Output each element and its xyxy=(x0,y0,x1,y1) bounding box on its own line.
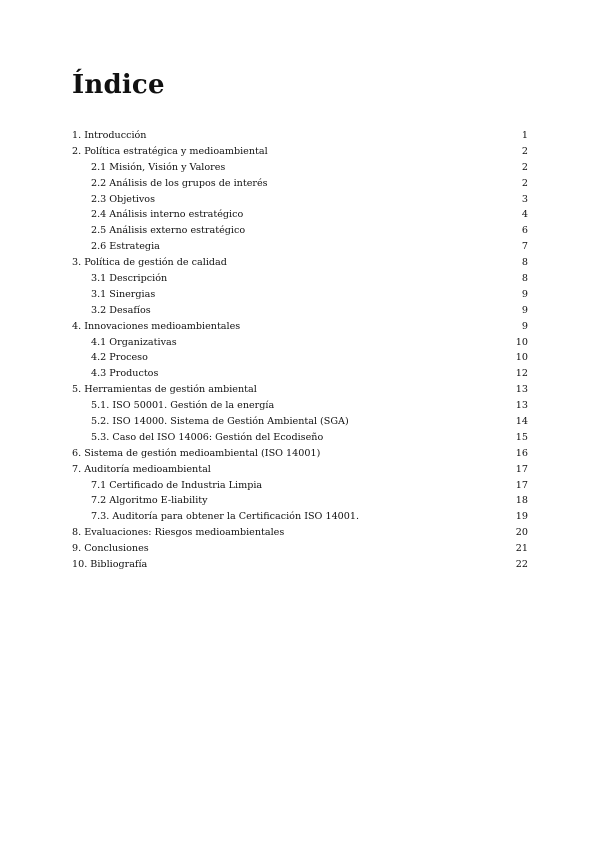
toc-entry[interactable] xyxy=(72,192,528,208)
toc-entry-label: 2.4 Análisis interno estratégico xyxy=(91,209,244,221)
toc-entry-page-number: 21 xyxy=(515,543,528,555)
toc-entry-label: 4.1 Organizativas xyxy=(91,336,177,348)
toc-entry[interactable] xyxy=(72,509,528,525)
toc-entry-page-number: 8 xyxy=(521,257,528,269)
toc-entry-page-number: 9 xyxy=(521,304,528,316)
toc-entry-page-number: 13 xyxy=(515,400,528,412)
toc-entry-label: 7. Auditoría medioambiental xyxy=(72,463,211,475)
toc-entry-label: 4.2 Proceso xyxy=(91,352,148,364)
toc-entry-label: 3.1 Descripción xyxy=(91,273,168,285)
toc-entry-page-number: 10 xyxy=(515,352,528,364)
toc-entry-label: 10. Bibliografía xyxy=(72,559,148,571)
toc-entry[interactable] xyxy=(72,525,528,541)
toc-entry-label: 5.2. ISO 14000. Sistema de Gestión Ambiental (SGA) xyxy=(91,416,349,428)
toc-entry-label: 2. Política estratégica y medioambiental xyxy=(72,145,268,157)
toc-entry-page-number: 2 xyxy=(521,145,528,157)
toc-entry-page-number: 9 xyxy=(521,320,528,332)
page-title: Índice xyxy=(72,70,165,100)
toc-entry-label: 2.3 Objetivos xyxy=(91,193,156,205)
toc-entry-page-number: 18 xyxy=(515,495,528,507)
toc-entry-page-number: 8 xyxy=(521,273,528,285)
toc-entry-label: 4. Innovaciones medioambientales xyxy=(72,320,241,332)
toc-entry-page-number: 14 xyxy=(515,416,528,428)
toc-entry[interactable] xyxy=(72,557,528,573)
toc-entry[interactable] xyxy=(72,239,528,255)
toc-entry[interactable] xyxy=(72,271,528,287)
toc-entry[interactable] xyxy=(72,430,528,446)
table-of-contents xyxy=(72,128,528,573)
toc-entry-page-number: 4 xyxy=(521,209,528,221)
toc-entry-label: 5. Herramientas de gestión ambiental xyxy=(72,384,257,396)
toc-entry[interactable] xyxy=(72,478,528,494)
toc-entry[interactable] xyxy=(72,223,528,239)
toc-entry-page-number: 3 xyxy=(521,193,528,205)
toc-entry-label: 5.1. ISO 50001. Gestión de la energía xyxy=(91,400,275,412)
toc-entry-page-number: 17 xyxy=(515,479,528,491)
toc-entry-page-number: 19 xyxy=(515,511,528,523)
toc-entry-page-number: 9 xyxy=(521,288,528,300)
toc-entry[interactable] xyxy=(72,414,528,430)
toc-entry-label: 7.1 Certificado de Industria Limpia xyxy=(91,479,263,491)
toc-entry-page-number: 2 xyxy=(521,177,528,189)
toc-entry-label: 2.1 Misión, Visión y Valores xyxy=(91,161,226,173)
toc-entry-label: 7.3. Auditoría para obtener la Certificación ISO 14001. xyxy=(91,511,360,523)
toc-entry-label: 1. Introducción xyxy=(72,130,147,141)
toc-entry[interactable] xyxy=(72,207,528,223)
toc-entry[interactable] xyxy=(72,366,528,382)
toc-entry-label: 3. Política de gestión de calidad xyxy=(72,257,227,269)
toc-entry-label: 8. Evaluaciones: Riesgos medioambientales xyxy=(72,527,285,539)
toc-entry[interactable] xyxy=(72,287,528,303)
toc-entry-label: 3.2 Desafíos xyxy=(91,304,151,316)
toc-entry-page-number: 2 xyxy=(521,161,528,173)
toc-entry-page-number: 6 xyxy=(521,225,528,237)
toc-entry[interactable] xyxy=(72,128,528,144)
toc-entry[interactable] xyxy=(72,160,528,176)
toc-entry[interactable] xyxy=(72,350,528,366)
toc-entry-page-number: 20 xyxy=(515,527,528,539)
toc-entry[interactable] xyxy=(72,493,528,509)
toc-entry[interactable] xyxy=(72,303,528,319)
toc-entry[interactable] xyxy=(72,144,528,160)
toc-entry-label: 4.3 Productos xyxy=(91,368,159,380)
toc-entry-page-number: 13 xyxy=(515,384,528,396)
toc-entry-label: 7.2 Algoritmo E-liability xyxy=(91,495,208,507)
toc-entry[interactable] xyxy=(72,398,528,414)
toc-entry-page-number: 10 xyxy=(515,336,528,348)
toc-entry-page-number: 22 xyxy=(515,559,528,571)
toc-entry[interactable] xyxy=(72,462,528,478)
toc-entry[interactable] xyxy=(72,541,528,557)
toc-entry-label: 5.3. Caso del ISO 14006: Gestión del Ecodiseño xyxy=(91,431,324,443)
toc-entry-page-number: 16 xyxy=(515,447,528,459)
toc-entry-label: 3.1 Sinergias xyxy=(91,288,156,300)
toc-entry-label: 2.2 Análisis de los grupos de interés xyxy=(91,177,268,189)
toc-entry-page-number: 7 xyxy=(521,241,528,253)
toc-entry[interactable] xyxy=(72,319,528,335)
toc-entry[interactable] xyxy=(72,255,528,271)
toc-entry-page-number: 12 xyxy=(515,368,528,380)
toc-entry[interactable] xyxy=(72,335,528,351)
toc-entry-label: 2.5 Análisis externo estratégico xyxy=(91,225,246,237)
toc-entry-page-number: 1 xyxy=(521,130,528,141)
toc-entry-label: 2.6 Estrategia xyxy=(91,241,160,253)
toc-entry[interactable] xyxy=(72,446,528,462)
toc-entry[interactable] xyxy=(72,382,528,398)
toc-entry-label: 9. Conclusiones xyxy=(72,543,149,555)
toc-entry-page-number: 17 xyxy=(515,463,528,475)
toc-entry-label: 6. Sistema de gestión medioambiental (ISO 14001) xyxy=(72,447,321,459)
toc-entry-page-number: 15 xyxy=(515,431,528,443)
toc-entry[interactable] xyxy=(72,176,528,192)
